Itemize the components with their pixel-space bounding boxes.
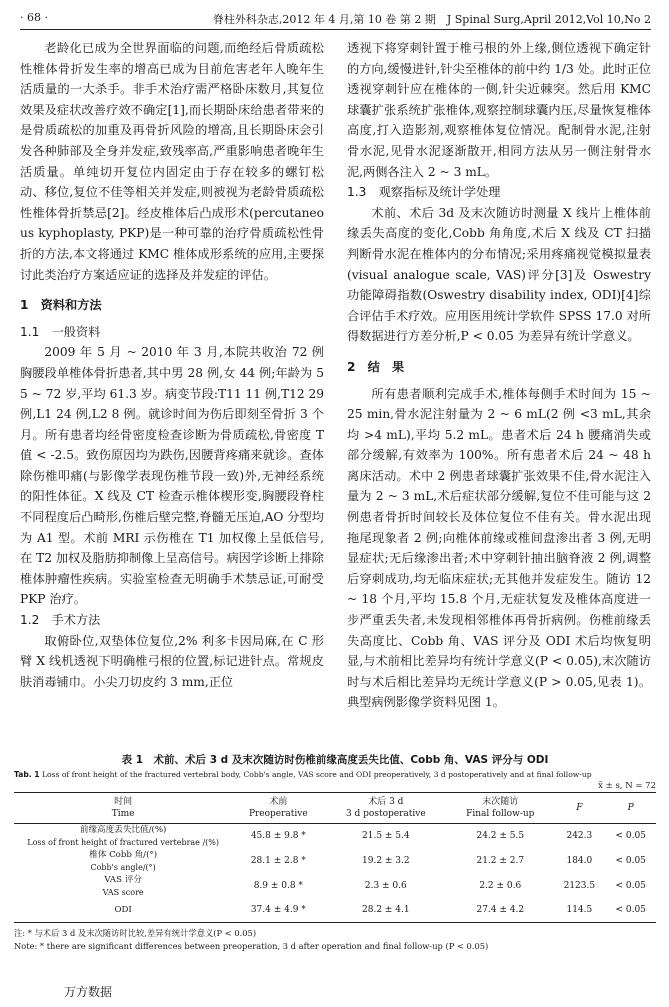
table-notes bbox=[14, 927, 656, 953]
section-heading-results: 2 结 果 bbox=[347, 359, 405, 374]
general-data-paragraph: 2009 年 5 月 ~ 2010 年 3 月,本院共收治 72 例胸腰段单椎体骨折患者,其中男 28 例,女 44 例;年龄为 55 ~ 72 岁,平均 61.3 岁。病变节段:T11 11 例,T12 29 例,L1 24 例,L2 8 例。就诊时间为伤后即刻至骨折 3 个月。所有患者均经骨密度检查诊断为骨质疏松,骨密度 T 值 < -2.5。致伤原因均为跌伤,因腰背疼痛来就诊。查体除伤椎叩痛(与影像学表现伤椎节段一致)外,无神经系统的阳性体征。X 线及 CT 检查示椎体楔形变,胸腰段脊柱不同程度后凸畸形,伤椎后壁完整,脊髓无压迫,AO 分型均为 A1 型。术前 MRI 示伤椎在 T1 加权像上呈低信号,在 T2 加权及脂肪抑制像上呈高信号。病因学诊断上排除椎体肿瘤性疾病。实验室检查无明确手术禁忌证,可耐受 PKP 治疗。 bbox=[20, 345, 324, 607]
table-label: Tab. 1 bbox=[14, 770, 40, 779]
table-caption-cn: 表 1 术前、术后 3 d 及末次随访时伤椎前缘高度丢失比值、Cobb 角、VAS 评分与 ODI bbox=[121, 754, 549, 766]
col-p: P bbox=[627, 803, 634, 813]
results-paragraph: 所有患者顺利完成手术,椎体每侧手术时间为 15 ~ 25 min,骨水泥注射量为 2 ~ 6 mL(2 例 <3 mL,其余均 >4 mL),平均 5.2 mL。患者术后 24 h 腰痛消失或部分缓解,有效率为 100%。所有患者术后 24 ~ 48 h 离床活动。术中 2 例患者球囊扩张效果不佳,骨水泥注入量为 2 ~ 3 mL,术后症状部分缓解,复位不佳可能与这 2 例患者骨折时间较长及体位复位不佳有关。骨水泥出现拖尾现象者 2 例;向椎体前缘或椎间盘渗出者 3 例,无明显症状;无后缘渗出者;术中穿刺针抽出脑脊液 2 例,调整后穿刺成功,均无临床症状;无其他并发症发生。随访 12 ~ 18 个月,平均 15.8 个月,无症状复发及椎体高度进一步严重丢失者,未发现相邻椎体再骨折病例。伤椎前缘丢失高度比、Cobb 角、VAS 评分及 ODI 术后均恢复明显,与术前相比差异均有统计学意义(P < 0.05),末次随访时与术后相比差异均无统计学意义(P > 0.05,见表 1)。典型病例影像学资料见图 1。 bbox=[347, 386, 651, 710]
col-postoperative: 术后 3 d 3 d postoperative bbox=[345, 797, 426, 819]
table-note-cn: 注: * 与术后 3 d 及末次随访时比较,差异有统计学意义(P < 0.05) bbox=[14, 927, 257, 938]
table-row: 前缘高度丢失比值/(%) Loss of front height of fractured vertebrae /(%) 45.8 ± 9.8 * 21.5 ± 5.4 24.2 ± 5.5 242.3 < 0.05 bbox=[27, 825, 646, 847]
running-header bbox=[20, 8, 651, 30]
table-header-row bbox=[14, 793, 656, 824]
surgical-method-paragraph: 取俯卧位,双垫体位复位,2% 利多卡因局麻,在 C 形臂 X 线机透视下明确椎弓根的位置,标记进针点。常规皮肤消毒铺巾。小尖刀切皮约 3 mm,正位 bbox=[20, 633, 324, 689]
watermark: 万方数据 bbox=[64, 985, 113, 999]
section-heading-materials-methods: 1 资料和方法 bbox=[20, 298, 102, 313]
col-f: F bbox=[576, 803, 583, 813]
observation-paragraph: 术前、术后 3d 及末次随访时测量 X 线片上椎体前缘丢失高度的变化,Cobb 角角度,术后 X 线及 CT 扫描判断骨水泥在椎体内的分布情况;采用疼痛视觉模拟量表(visual analogue scale, VAS)评分[3]及 Oswestry 功能障碍指数(Oswestry disability index, ODI)[4]综合评估手术疗效。应用医用统计学软件 SPSS 17.0 对所得数据进行方差分析,P < 0.05 为差异有统计学意义。 bbox=[347, 205, 651, 344]
col-preoperative: 术前 Preoperative bbox=[248, 797, 308, 819]
surgical-method-continued: 透视下将穿刺针置于椎弓根的外上缘,侧位透视下确定针的方向,缓慢进针,针尖至椎体的前中约 1/3 处。此时正位透视穿刺针应在椎体的一侧,针尖近棘突。然后用 KMC 球囊扩张系统扩张椎体,观察控制球囊内压,尽量恢复椎体高度,打入造影剂,观察椎体复位情况。配制骨水泥,注射骨水泥,见骨水泥逐渐散开,相同方法从另一侧注射骨水泥,两侧各注入 2 ~ 3 mL。 bbox=[347, 41, 651, 179]
journal-citation: 脊柱外科杂志,2012 年 4 月,第 10 卷 第 2 期 J Spinal Surg,April 2012,Vol 10,No 2 bbox=[212, 13, 651, 26]
col-final: 末次随访 Final follow-up bbox=[466, 797, 535, 819]
table-caption-en-text: Loss of front height of the fractured vertebral body, Cobb's angle, VAS score and ODI preoperatively, 3 d postoperatively and at final follow-up bbox=[42, 770, 592, 779]
table-note-en: Note: * there are significant differences between preoperation, 3 d after operation and final follow-up (P < 0.05) bbox=[14, 940, 489, 951]
table-stat-note: x̄ ± s, N = 72 bbox=[598, 781, 656, 791]
subsection-heading-general-data: 1.1 一般资料 bbox=[20, 324, 101, 339]
table-row: 椎体 Cobb 角/(°) Cobb's angle/(°) 28.1 ± 2.8 * 19.2 ± 3.2 21.2 ± 2.7 184.0 < 0.05 bbox=[89, 850, 646, 872]
table-row: VAS 评分 VAS score 8.9 ± 0.8 * 2.3 ± 0.6 2.2 ± 0.6 2123.5 < 0.05 bbox=[102, 875, 646, 897]
subsection-heading-surgical-method: 1.2 手术方法 bbox=[20, 613, 101, 628]
results-table bbox=[14, 752, 656, 953]
right-column bbox=[347, 38, 651, 713]
data-table bbox=[14, 792, 656, 923]
subsection-heading-observation: 1.3 观察指标及统计学处理 bbox=[347, 185, 501, 200]
table-caption-en bbox=[14, 770, 656, 779]
table-row: ODI 37.4 ± 4.9 * 28.2 ± 4.1 27.4 ± 4.2 114.5 < 0.05 bbox=[14, 899, 656, 922]
page-number: · 68 · bbox=[20, 11, 48, 24]
intro-paragraph: 老龄化已成为全世界面临的问题,而绝经后骨质疏松性椎体骨折发生率的增高已成为目前危害老年人晚年生活质量的一大杀手。非手术治疗需严格卧床数月,其复位效果及症状改善疗效不确定[1],而长期卧床给患者带来的是骨质疏松的加重及再骨折风险的增高,且长期卧床会引发各种肺部及全身并发症,致残率高,严重影响患者晚年生活质量。单纯切开复位内固定由于存在较多的螺钉松动、移位,复位不佳等相关并发症,则被视为老龄骨质疏松性椎体骨折禁忌[2]。经皮椎体后凸成形术(percutaneous kyphoplasty, PKP)是一种可靠的治疗骨质疏松性骨折的方法,本文将通过 KMC 椎体成形系统的应用,主要探讨此类治疗方案适应证的选择及并发症的评估。 bbox=[20, 41, 324, 282]
left-column bbox=[20, 38, 324, 692]
col-time: 时间 Time bbox=[111, 797, 135, 819]
